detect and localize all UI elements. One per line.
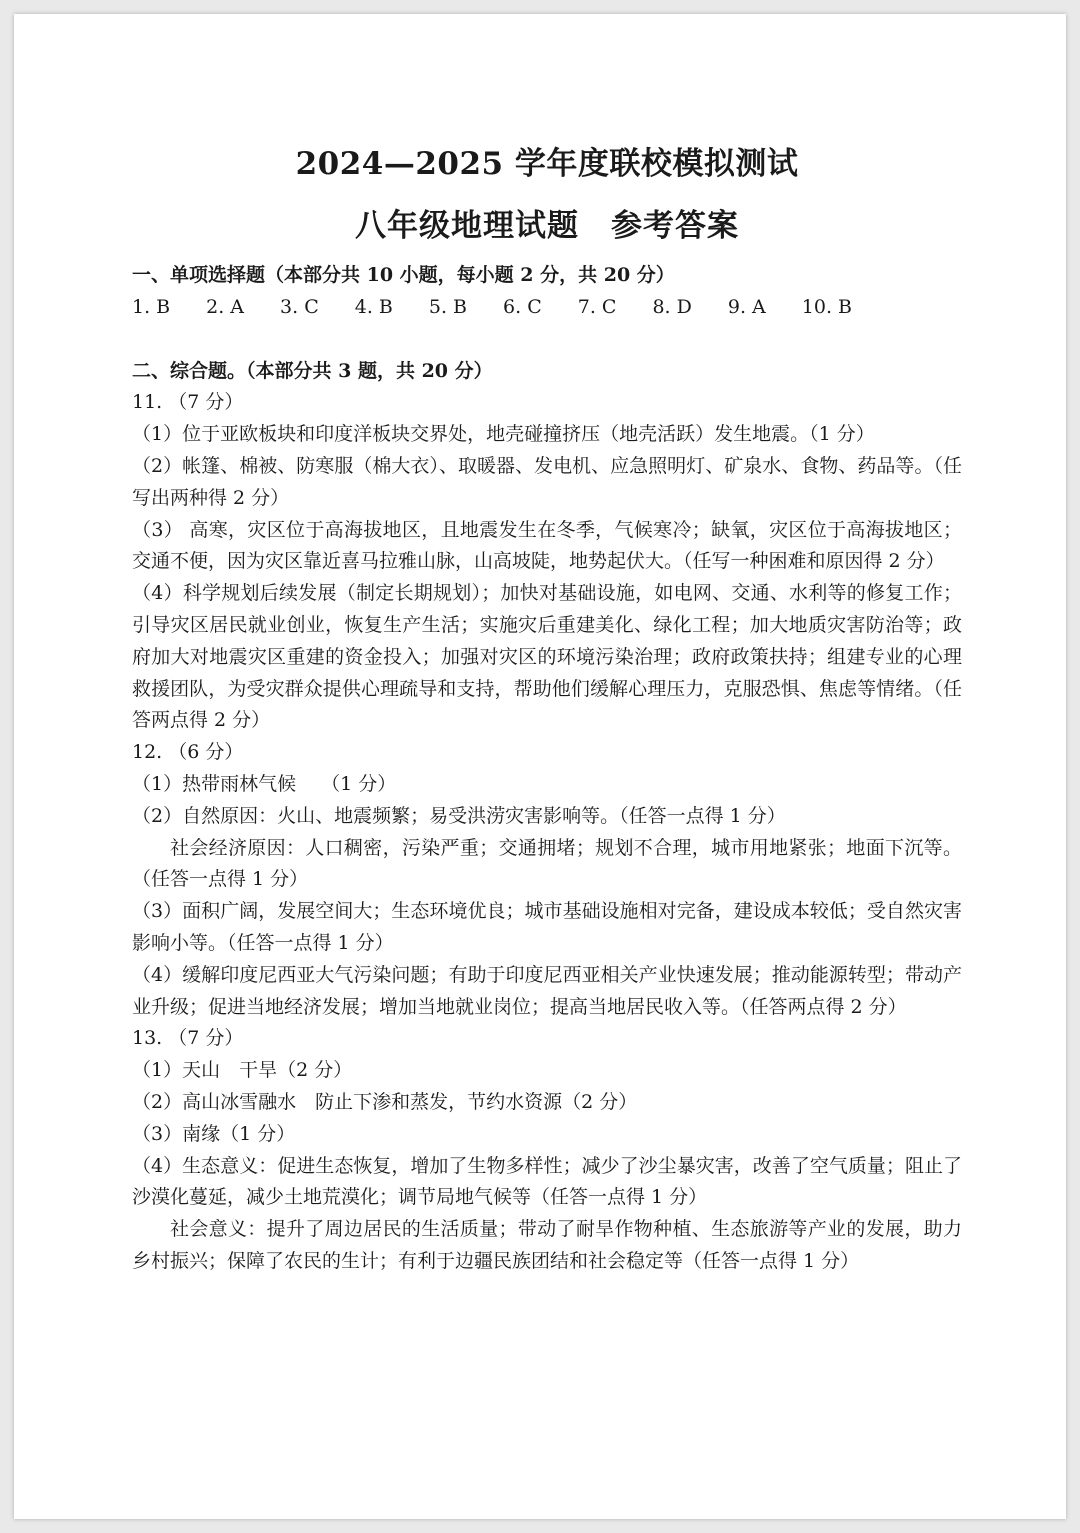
q13-part1: （1）天山 干旱（2 分） [132,1059,353,1082]
choice-answers [132,292,962,324]
answer-2: 2. A [206,295,245,318]
q11-part1: （1）位于亚欧板块和印度洋板块交界处，地壳碰撞挤压（地壳活跃）发生地震。（1 分） [132,423,875,446]
answer-1: 1. B [132,295,171,318]
answer-8: 8. D [652,295,692,318]
q13-part4-social: 社会意义：提升了周边居民的生活质量；带动了耐旱作物种植、生态旅游等产业的发展，助力乡村振兴；保障了农民的生计；有利于边疆民族团结和社会稳定等（任答一点得 1 分） [132,1218,962,1272]
document-title: 2024—2025 学年度联校模拟测试 [295,146,799,182]
q12-part3: （3）面积广阔，发展空间大；生态环境优良；城市基础设施相对完备，建设成本较低；受自然灾害影响小等。（任答一点得 1 分） [132,900,962,954]
document-content [132,144,962,1278]
answer-7: 7. C [577,295,617,318]
section1-heading: 一、单项选择题（本部分共 10 小题，每小题 2 分，共 20 分） [132,264,675,286]
q13-part2: （2）高山冰雪融水 防止下渗和蒸发，节约水资源（2 分） [132,1090,638,1113]
spacer [132,324,962,356]
answer-10: 10. B [801,295,852,318]
q12-part2-social: 社会经济原因：人口稠密，污染严重；交通拥堵；规划不合理，城市用地紧张；地面下沉等。（任答一点得 1 分） [132,836,962,891]
q12-part4: （4）缓解印度尼西亚大气污染问题；有助于印度尼西亚相关产业快速发展；推动能源转型；带动产业升级；促进当地经济发展；增加当地就业岗位；提高当地居民收入等。（任答两点得 2 分） [132,963,962,1018]
answer-3: 3. C [280,295,319,318]
answer-5: 5. B [428,295,468,318]
document-subtitle: 八年级地理试题 参考答案 [355,208,739,244]
answer-sheet-page [14,14,1066,1519]
q13-part3: （3）南缘（1 分） [132,1122,296,1145]
q11-label: 11. （7 分） [132,391,244,414]
q11-part4: （4）科学规划后续发展（制定长期规划）；加快对基础设施，如电网、交通、水利等的修复工作；引导灾区居民就业创业，恢复生产生活；实施灾后重建美化、绿化工程；加大地质灾害防治等；政府加大对地震灾区重建的资金投入；加强对灾区的环境污染治理；政府政策扶持；组建专业的心理救援团队，为受灾群众提供心理疏导和支持，帮助他们缓解心理压力，克服恐惧、焦虑等情绪。（任答两点得 2 分） [132,582,962,732]
q12-part2: （2）自然原因：火山、地震频繁；易受洪涝灾害影响等。（任答一点得 1 分） [132,804,786,827]
answer-6: 6. C [503,295,542,318]
q12-part1: （1）热带雨林气候 （1 分） [132,772,397,795]
q12-label: 12. （6 分） [132,741,244,764]
q11-part3: （3） 高寒，灾区位于高海拔地区，且地震发生在冬季，气候寒冷；缺氧，灾区位于高海拔地区；交通不便，因为灾区靠近喜马拉雅山脉，山高坡陡，地势起伏大。（任写一种困难和原因得 2 分） [132,518,962,573]
q13-part4: （4）生态意义：促进生态恢复，增加了生物多样性；减少了沙尘暴灾害，改善了空气质量；阻止了沙漠化蔓延，减少土地荒漠化；调节局地气候等（任答一点得 1 分） [132,1154,962,1209]
q11-part2: （2）帐篷、棉被、防寒服（棉大衣）、取暖器、发电机、应急照明灯、矿泉水、食物、药品等。（任写出两种得 2 分） [132,454,962,509]
q13-label: 13. （7 分） [132,1027,244,1050]
answer-4: 4. B [354,295,393,318]
answer-9: 9. A [727,295,766,318]
section2-heading: 二、综合题。（本部分共 3 题，共 20 分） [132,359,493,382]
